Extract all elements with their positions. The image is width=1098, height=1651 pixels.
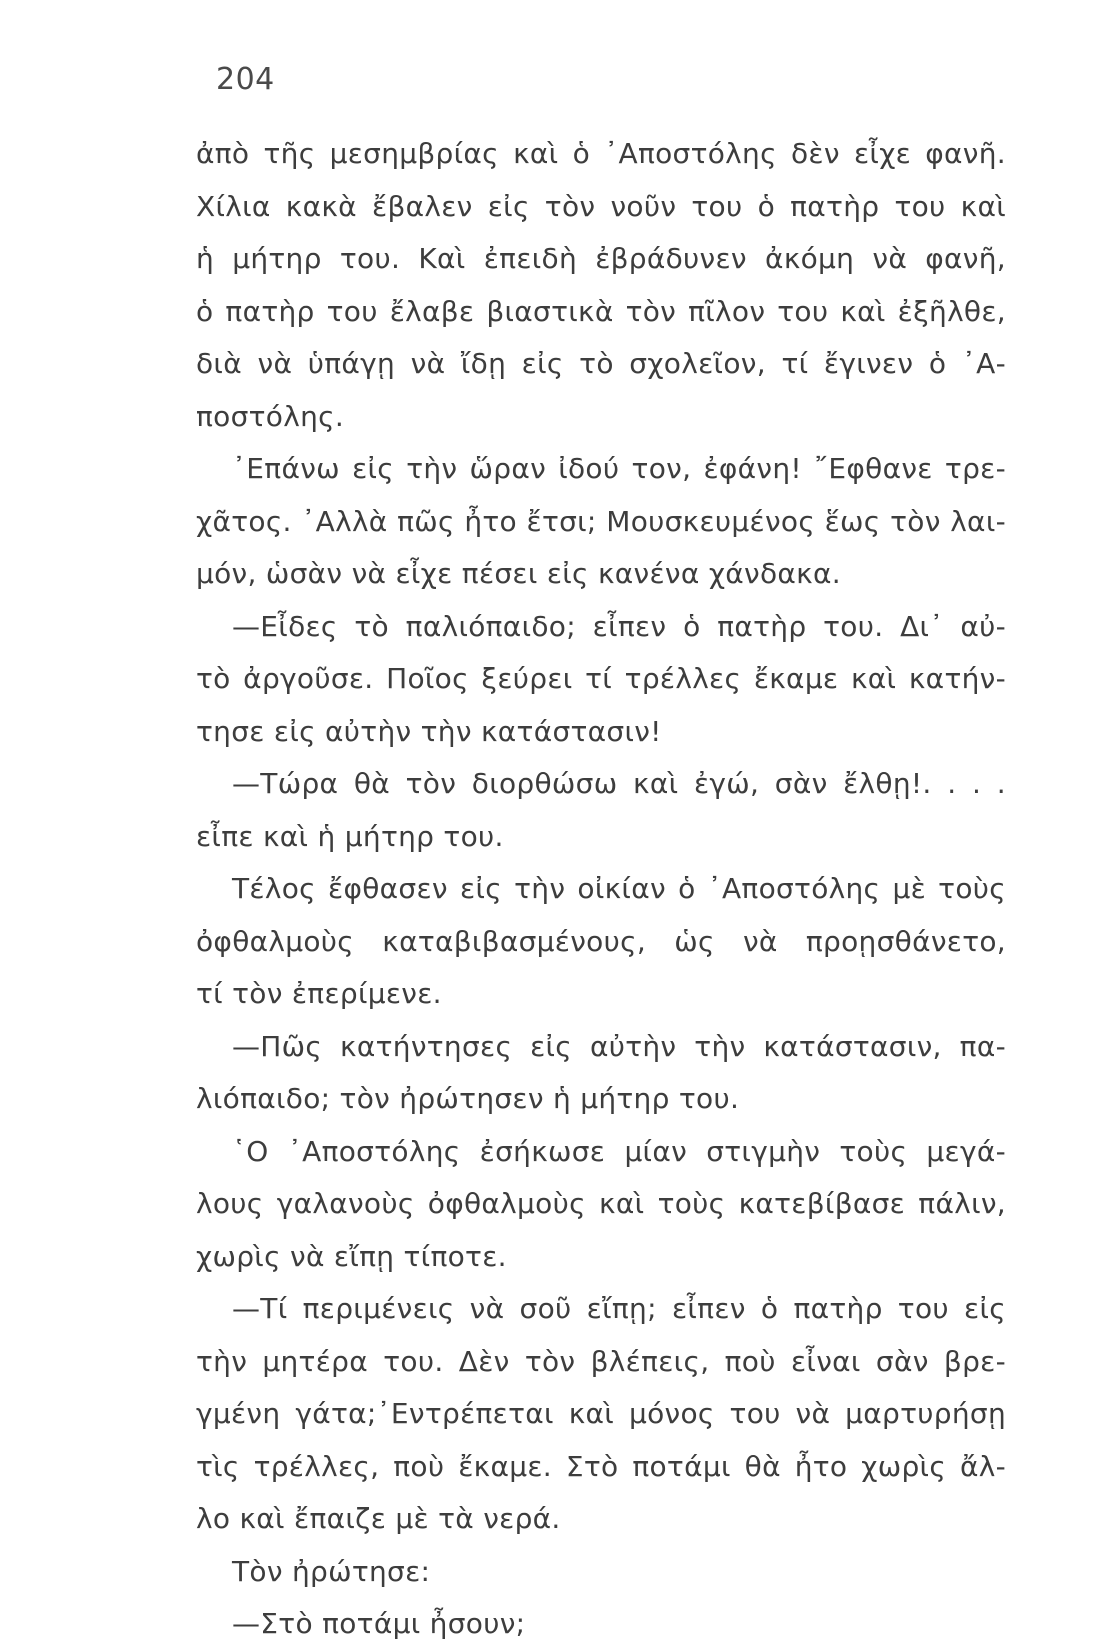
text-line: ᾿Επάνω εἰς τὴν ὥραν ἰδού τον, ἐφάνη! ῎Εφθανε τρε- (232, 452, 1006, 485)
text-line: λο καὶ ἔπαιζε μὲ τὰ νερά. (196, 1502, 561, 1535)
text-line: τὴν μητέρα του. Δὲν τὸν βλέπεις, ποὺ εἶναι σὰν βρε- (196, 1344, 1006, 1378)
text-line: χωρὶς νὰ εἴπῃ τίποτε. (196, 1239, 507, 1273)
text-line: ἀπὸ τῆς μεσημβρίας καὶ ὁ ᾿Αποστόλης δὲν εἶχε φανῆ. (196, 137, 1006, 170)
text-line: ὀφθαλμοὺς καταβιβασμένους, ὡς νὰ προῃσθάνετο, (196, 924, 1006, 958)
text-line: διὰ νὰ ὑπάγῃ νὰ ἴδῃ εἰς τὸ σχολεῖον, τί ἔγινεν ὁ ᾿Α- (196, 347, 1006, 380)
text-line: —Πῶς κατήντησες εἰς αὐτὴν τὴν κατάστασιν, πα- (232, 1029, 1006, 1063)
text-line: Χίλια κακὰ ἔβαλεν εἰς τὸν νοῦν του ὁ πατὴρ του καὶ (196, 189, 1006, 223)
text-line: —Τώρα θὰ τὸν διορθώσω καὶ ἐγώ, σὰν ἔλθῃ!. . . . (232, 767, 1006, 800)
text-line: —Εἶδες τὸ παλιόπαιδο; εἶπεν ὁ πατὴρ του. Δι᾿ αὐ- (232, 609, 1006, 643)
text-line: Τέλος ἔφθασεν εἰς τὴν οἰκίαν ὁ ᾿Αποστόλης μὲ τοὺς (232, 872, 1006, 905)
page-number: 204 (216, 62, 275, 97)
text-line: λιόπαιδο; τὸν ἠρώτησεν ἡ μήτηρ του. (196, 1082, 740, 1115)
text-line: ὁ πατὴρ του ἔλαβε βιαστικὰ τὸν πῖλον του καὶ ἐξῆλθε, (196, 294, 1006, 328)
text-line: ποστόλης. (196, 399, 345, 433)
text-line: γμένη γάτα;᾿Εντρέπεται καὶ μόνος του νὰ μαρτυρήσῃ (196, 1397, 1006, 1430)
text-line: τὸ ἀργοῦσε. Ποῖος ξεύρει τί τρέλλες ἔκαμε καὶ κατήν- (196, 662, 1006, 695)
text-line: ἡ μήτηρ του. Καὶ ἐπειδὴ ἐβράδυνεν ἀκόμη νὰ φανῆ, (196, 242, 1006, 275)
text-line: εἶπε καὶ ἡ μήτηρ του. (196, 819, 504, 853)
text-line: τησε εἰς αὐτὴν τὴν κατάστασιν! (196, 714, 662, 748)
text-line: χᾶτος. ᾿Αλλὰ πῶς ἦτο ἔτσι; Μουσκευμένος ἕως τὸν λαι- (196, 504, 1006, 538)
text-line: τί τὸν ἐπερίμενε. (196, 977, 442, 1010)
text-line: —Στὸ ποτάμι ἦσουν; (232, 1607, 526, 1640)
text-line: —Τί περιμένεις νὰ σοῦ εἴπῃ; εἶπεν ὁ πατὴρ του εἰς (232, 1292, 1006, 1325)
text-line: τὶς τρέλλες, ποὺ ἔκαμε. Στὸ ποτάμι θὰ ἦτο χωρὶς ἄλ- (196, 1449, 1006, 1483)
body-text (196, 128, 1006, 1651)
text-line: ῾Ο ᾿Αποστόλης ἐσήκωσε μίαν στιγμὴν τοὺς μεγά- (232, 1134, 1006, 1168)
text-line: Τὸν ἠρώτησε: (232, 1554, 431, 1588)
text-line: λους γαλανοὺς ὀφθαλμοὺς καὶ τοὺς κατεβίβασε πάλιν, (196, 1187, 1006, 1220)
text-line: μόν, ὡσὰν νὰ εἶχε πέσει εἰς κανένα χάνδακα. (196, 557, 841, 590)
